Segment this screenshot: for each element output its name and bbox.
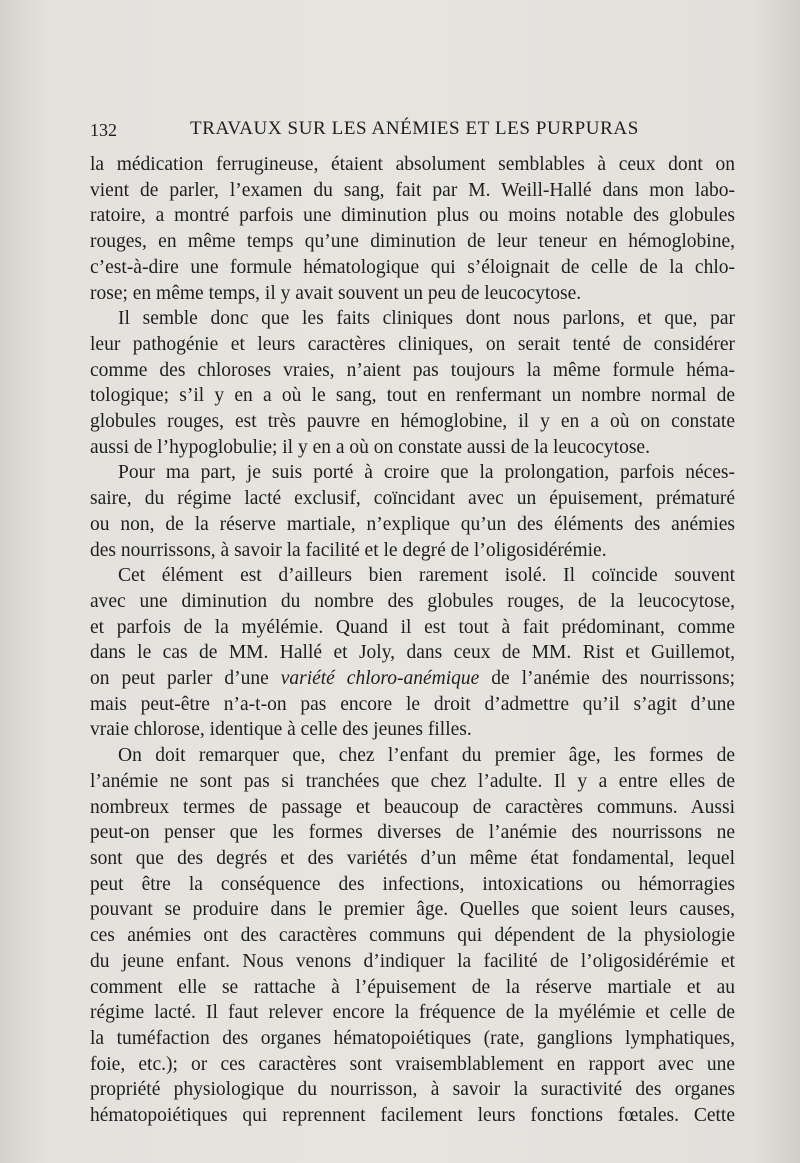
text-line: des nourrissons, à savoir la facilité et le degré de l’oligosidérémie. — [90, 539, 607, 561]
text-line: peut-on penser que les formes diverses de l’anémie des nourrissons ne — [90, 822, 735, 844]
text-line: saire, du régime lacté exclusif, coïncidant avec un épuisement, prématuré — [90, 488, 735, 510]
text-line: la tuméfaction des organes hématopoiétiques (rate, ganglions lymphatiques, — [90, 1027, 735, 1049]
text-line: aussi de l’hypoglobulie; il y en a où on constate aussi de la leucocytose. — [90, 436, 650, 458]
text-segment: de l’anémie des nourrissons; — [479, 668, 735, 690]
text-line: Il semble donc que les faits cliniques dont nous parlons, et que, par — [118, 308, 735, 330]
running-title: TRAVAUX SUR LES ANÉMIES ET LES PURPURAS — [190, 118, 639, 139]
text-line: propriété physiologique du nourrisson, à savoir la suractivité des organes — [90, 1079, 735, 1101]
text-line: c’est-à-dire une formule hématologique qui s’éloignait de celle de la chlo- — [90, 256, 735, 278]
text-line: rouges, en même temps qu’une diminution de leur teneur en hémoglobine, — [90, 231, 735, 253]
body-text — [90, 152, 735, 1129]
text-line: mais peut-être n’a-t-on pas encore le droit d’admettre qu’il s’agit d’une — [90, 693, 735, 715]
text-line: globules rouges, est très pauvre en hémoglobine, il y en a où on constate — [90, 411, 735, 433]
text-line: sont que des degrés et des variétés d’un même état fondamental, lequel — [90, 847, 735, 869]
page-header — [90, 118, 735, 144]
text-line: la médication ferrugineuse, étaient absolument semblables à ceux dont on — [90, 154, 735, 175]
text-line: tologique; s’il y en a où le sang, tout en renfermant un nombre normal de — [90, 385, 735, 407]
text-line: comment elle se rattache à l’épuisement de la réserve martiale et au — [90, 976, 735, 998]
text-line: nombreux termes de passage et beaucoup de caractères communs. Aussi — [90, 796, 735, 818]
text-segment: on peut parler d’une — [90, 668, 281, 690]
text-line: du jeune enfant. Nous venons d’indiquer la facilité de l’oligosidérémie et — [90, 950, 735, 972]
text-line: On doit remarquer que, chez l’enfant du premier âge, les formes de — [118, 745, 735, 767]
text-line: ces anémies ont des caractères communs qui dépendent de la physiologie — [90, 925, 735, 947]
text-line: leur pathogénie et leurs caractères cliniques, on serait tenté de considérer — [90, 333, 735, 355]
text-line: vient de parler, l’examen du sang, fait par M. Weill-Hallé dans mon labo- — [90, 179, 735, 201]
text-line: régime lacté. Il faut relever encore la fréquence de la myélémie et celle de — [90, 1002, 735, 1024]
text-line: dans le cas de MM. Hallé et Joly, dans ceux de MM. Rist et Guillemot, — [90, 642, 735, 664]
text-line: ratoire, a montré parfois une diminution plus ou moins notable des globules — [90, 205, 735, 227]
text-line: ou non, de la réserve martiale, n’explique qu’un des éléments des anémies — [90, 513, 735, 535]
text-line: et parfois de la myélémie. Quand il est tout à fait prédominant, comme — [90, 616, 735, 638]
text-line: Cet élément est d’ailleurs bien rarement isolé. Il coïncide souvent — [118, 565, 735, 587]
page-number: 132 — [90, 120, 117, 140]
text-line: comme des chloroses vraies, n’aient pas toujours la même formule héma- — [90, 359, 735, 381]
text-line: Pour ma part, je suis porté à croire que la prolongation, parfois néces- — [118, 462, 735, 484]
text-line: avec une diminution du nombre des globules rouges, de la leucocytose, — [90, 590, 735, 612]
text-line: peut être la conséquence des infections, intoxications ou hémorragies — [90, 873, 735, 895]
text-line: pouvant se produire dans le premier âge. Quelles que soient leurs causes, — [90, 899, 735, 921]
italic-term: variété chloro-anémique — [280, 668, 480, 690]
text-line: l’anémie ne sont pas si tranchées que chez l’adulte. Il y a entre elles de — [90, 770, 735, 792]
text-line-with-italic — [90, 666, 735, 692]
text-line: rose; en même temps, il y avait souvent un peu de leucocytose. — [90, 282, 582, 304]
text-line: foie, etc.); or ces caractères sont vraisemblablement en rapport avec une — [90, 1053, 735, 1075]
text-line: vraie chlorose, identique à celle des jeunes filles. — [90, 719, 472, 741]
text-line: hématopoiétiques qui reprennent facilement leurs fonctions fœtales. Cette — [90, 1105, 735, 1127]
